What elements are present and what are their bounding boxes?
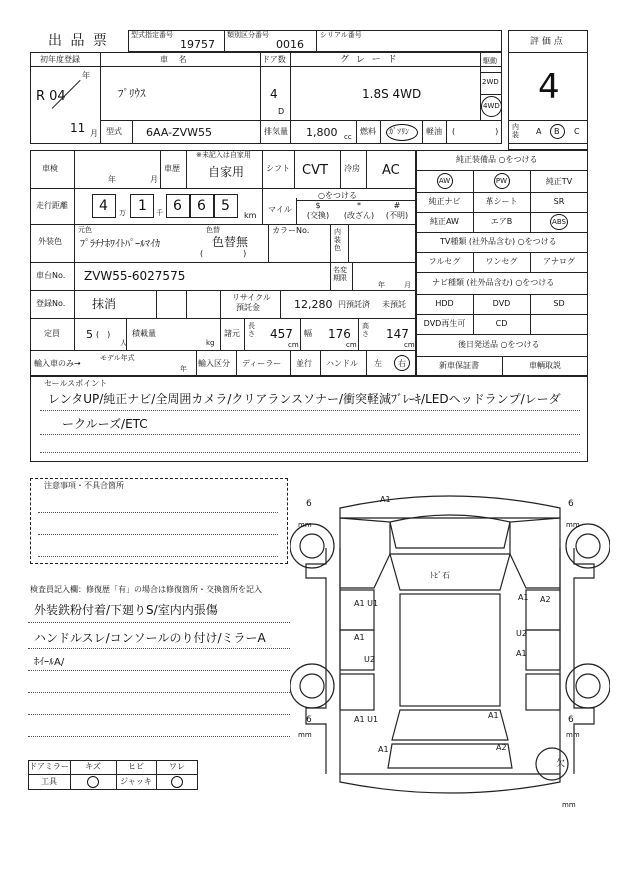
class-label: 類別区分番号 xyxy=(227,31,269,39)
first-reg-label: 初年度登録 xyxy=(40,55,80,64)
model-value: 6AA-ZVW55 xyxy=(146,126,213,139)
inspection-month: 月 xyxy=(150,175,158,184)
equip-airbag: エアB xyxy=(490,217,513,226)
specs-label: 諸元 xyxy=(224,329,240,338)
tire-tread-rl-unit: mm xyxy=(298,731,312,739)
height-value: 147 xyxy=(386,327,409,341)
mileage-opt-tamper: (改ざん) xyxy=(343,211,375,220)
rear-ship-title: 後日発送品 ○をつける xyxy=(458,340,540,349)
tv-fullseg: フルセグ xyxy=(428,257,461,266)
recycle-label-1: リサイクル xyxy=(232,293,271,302)
name-change-year: 年 xyxy=(378,281,385,289)
mark-rear-right-quarter: A1 xyxy=(488,711,499,720)
tire-tread-rr: 6 xyxy=(568,715,574,725)
recycle-unit: 円預託済 xyxy=(338,300,370,309)
class-number: 0016 xyxy=(276,38,304,51)
mark-front-bumper: A1 xyxy=(380,495,391,504)
equip-aw: AW xyxy=(438,177,451,185)
model-cert-label: 型式指定番号 xyxy=(131,31,173,39)
hood-outline xyxy=(390,515,510,548)
wheel-rear-left-icon xyxy=(290,664,334,708)
ac-value: AC xyxy=(382,163,400,178)
inspector-line-2: ハンドルスレ/コンソールのり付け/ミラーA xyxy=(34,631,266,645)
shift-label: シフト xyxy=(266,164,290,173)
sales-point-label: セールスポイント xyxy=(44,379,108,388)
tv-title: TV種類 (社外品含む) ○をつける xyxy=(440,237,557,246)
first-reg-year-unit: 年 xyxy=(82,71,90,80)
handle-right: 右 xyxy=(398,359,406,368)
import-parallel: 並行 xyxy=(296,359,312,368)
left-rear-quarter xyxy=(340,674,374,710)
mileage-man: 万 xyxy=(119,209,126,217)
spare-tire-unit: mm xyxy=(562,801,576,809)
mileage-digit-4: 6 xyxy=(197,198,206,214)
rear-bumper-outline xyxy=(340,774,560,793)
tire-tread-fl: 6 xyxy=(306,499,312,509)
tire-tread-rl: 6 xyxy=(306,715,312,725)
color-change-paren: ( ) xyxy=(200,249,247,258)
recycle-not-deposited: 未預託 xyxy=(382,300,406,309)
inspector-line-3: ﾎｲｰﾙA/ xyxy=(34,657,65,668)
mileage-digit-5: 5 xyxy=(221,198,230,214)
legend-scratch: キズ xyxy=(85,762,101,771)
equip-sunroof: SR xyxy=(553,197,565,206)
right-front-fender xyxy=(510,518,560,588)
navi-sd: SD xyxy=(553,299,565,308)
mark-rear-bumper-right: A2 xyxy=(496,743,507,752)
width-unit: cm xyxy=(346,341,357,349)
displacement-label: 排気量 xyxy=(264,127,288,136)
height-label: 高さ xyxy=(362,322,369,338)
tire-tread-fr-unit: mm xyxy=(566,521,580,529)
mark-left-sill: U2 xyxy=(364,655,375,664)
first-reg-month: 11 xyxy=(70,121,86,135)
import-only-label: 輸入車のみ→ xyxy=(34,359,81,368)
capacity-unit: 人 xyxy=(120,339,127,347)
navi-title: ナビ種類 (社外品含む) ○をつける xyxy=(432,278,555,287)
capacity-value: 5 xyxy=(86,328,93,341)
drive-label: 駆動 xyxy=(483,57,497,65)
width-label: 幅 xyxy=(304,329,312,338)
interior-label: 内装 xyxy=(512,123,519,139)
fuel-label: 燃料 xyxy=(360,127,376,136)
usage-type: 自家用 xyxy=(208,165,245,179)
navi-hdd: HDD xyxy=(435,299,454,308)
tools-present-icon xyxy=(87,776,99,788)
rear-warranty: 新車保証書 xyxy=(439,361,479,370)
name-change-month: 月 xyxy=(404,281,411,289)
equip-pw: PW xyxy=(495,177,508,185)
legend-break: ワレ xyxy=(169,762,185,771)
mileage-km: km xyxy=(244,211,257,220)
height-unit: cm xyxy=(404,341,415,349)
mileage-circle-note: ○をつける xyxy=(318,191,357,200)
mileage-digit-3: 6 xyxy=(173,198,182,214)
handle-left: 左 xyxy=(374,359,382,368)
mileage-opt-tamper-symbol: * xyxy=(357,201,361,210)
registration-label: 登録No. xyxy=(36,299,66,308)
car-name: ﾌﾟﾘｳｽ xyxy=(118,87,146,100)
legend-jack: ジャッキ xyxy=(120,777,152,786)
windshield-outline xyxy=(390,554,510,590)
inspector-label: 検査員記入欄：修復歴「有」の場合は修復箇所・交換箇所を記入 xyxy=(30,585,262,594)
capacity-label: 定員 xyxy=(44,329,60,338)
load-label: 積載量 xyxy=(132,329,156,338)
legend-tools: 工具 xyxy=(41,777,57,786)
length-label: 長さ xyxy=(248,322,255,338)
mark-front-left-door: A1 U1 xyxy=(354,599,379,608)
navi-dvd-playable: DVD再生可 xyxy=(423,319,466,328)
equip-alloy: 純正AW xyxy=(430,217,459,226)
roof-outline xyxy=(400,594,500,706)
score-value: 4 xyxy=(538,67,560,107)
light-oil-value: ( ) xyxy=(452,127,499,136)
first-reg-year: R 04 xyxy=(36,89,66,104)
interior-c: C xyxy=(574,127,580,136)
drive-2wd: 2WD xyxy=(482,78,499,86)
interior-b: B xyxy=(554,127,560,136)
mark-right-fender: A2 xyxy=(540,595,551,604)
tire-tread-fl-unit: mm xyxy=(298,521,312,529)
mileage-opt-unknown: (不明) xyxy=(385,211,409,220)
left-front-fender xyxy=(340,518,390,588)
usage-type-note: ※未記入は自家用 xyxy=(196,151,251,159)
color-change-label: 色替 xyxy=(206,226,220,234)
model-label: 型式 xyxy=(106,127,122,136)
displacement-unit: cc xyxy=(344,133,352,141)
right-rear-quarter xyxy=(526,674,560,710)
capacity-paren: ( ) xyxy=(96,330,111,339)
original-color: ﾌﾟﾗﾁﾅﾎﾜｲﾄﾊﾟｰﾙﾏｲｶ xyxy=(80,239,160,250)
doors-label: ドア数 xyxy=(262,55,286,64)
equip-navi: 純正ナビ xyxy=(428,197,461,206)
mileage-opt-exchange: (交換) xyxy=(306,211,330,220)
color-change: 色替無 xyxy=(212,235,249,249)
recycle-label-2: 預託金 xyxy=(236,303,260,312)
mark-front-right-door: A1 xyxy=(518,593,529,602)
displacement-value: 1,800 xyxy=(306,126,338,139)
door-type: D xyxy=(278,107,285,116)
left-side-outline xyxy=(306,548,326,774)
import-class-label: 輸入区分 xyxy=(198,359,230,368)
name-change-deadline-label: 名変期限 xyxy=(333,266,347,282)
recycle-amount: 12,280 xyxy=(294,298,333,311)
chassis-value: ZVW55-6027575 xyxy=(84,269,186,283)
sales-point-line-1: レンタUP/純正ナビ/全周囲カメラ/クリアランスソナー/衝突軽減ﾌﾞﾚｰｷ/LEDヘッドランプ/レーダ xyxy=(48,392,561,406)
model-year-unit: 年 xyxy=(180,365,187,373)
left-front-door xyxy=(340,590,374,630)
right-side-outline xyxy=(574,548,594,774)
tv-oneseg: ワンセグ xyxy=(485,257,518,266)
navi-cd: CD xyxy=(495,319,508,328)
light-oil-label: 軽油 xyxy=(426,127,442,136)
wheel-front-right-icon xyxy=(566,521,610,568)
equipment-title: 純正装備品 ○をつける xyxy=(456,155,538,164)
inspector-line-1: 外装鉄粉付着/下廻りS/室内内張傷 xyxy=(34,603,218,617)
rear-manual: 車輌取説 xyxy=(529,361,561,370)
grade-value: 1.8S 4WD xyxy=(362,87,422,101)
mark-rear-left-quarter: A1 U1 xyxy=(354,715,379,724)
mileage-opt-exchange-symbol: $ xyxy=(315,201,321,210)
doors-value: 4 xyxy=(270,87,278,101)
mark-rear-bumper-left: A1 xyxy=(378,745,389,754)
jack-present-icon xyxy=(171,776,183,788)
form-title: 出 品 票 xyxy=(48,33,109,49)
mark-right-sill: A1 xyxy=(516,649,527,658)
mileage-digit-2: 1 xyxy=(138,198,147,214)
ac-label: 冷房 xyxy=(344,164,360,173)
legend-door-mirror: ドアミラー xyxy=(29,762,69,771)
model-year-label: モデル年式 xyxy=(100,354,135,362)
notes-box xyxy=(30,478,288,564)
inspection-label: 車検 xyxy=(42,164,58,173)
legend-crack: ヒビ xyxy=(128,762,144,771)
car-name-label: 車 名 xyxy=(160,55,191,64)
load-unit: kg xyxy=(206,339,215,347)
inspection-year: 年 xyxy=(108,175,116,184)
usage-type-label: 車歴 xyxy=(164,164,180,173)
interior-a: A xyxy=(536,127,542,136)
mileage-opt-unknown-symbol: # xyxy=(393,201,401,210)
handle-label: ハンドル xyxy=(326,359,358,368)
equip-abs: ABS xyxy=(552,218,566,226)
interior-color-label: 内装色 xyxy=(334,228,341,252)
equip-leather: 革シート xyxy=(485,197,518,206)
tire-tread-rr-unit: mm xyxy=(566,731,580,739)
mileage-sen: 千 xyxy=(156,209,163,217)
drive-4wd: 4WD xyxy=(483,102,500,110)
wheel-rear-right-icon xyxy=(566,664,610,708)
exterior-color-label: 外装色 xyxy=(38,237,62,246)
import-dealer: ディーラー xyxy=(242,359,282,368)
notes-label: 注意事項・不具合箇所 xyxy=(44,481,124,490)
length-value: 457 xyxy=(270,327,293,341)
tire-tread-fr: 6 xyxy=(568,499,574,509)
tv-analog: アナログ xyxy=(543,257,575,266)
navi-dvd: DVD xyxy=(492,299,511,308)
shift-value: CVT xyxy=(302,163,328,178)
mark-windshield: ﾄﾋﾞ石 xyxy=(430,571,450,580)
length-unit: cm xyxy=(288,341,299,349)
registration-value: 抹消 xyxy=(92,297,117,311)
equip-tv: 純正TV xyxy=(545,177,573,186)
mark-right-rear-door: U2 xyxy=(516,629,527,638)
sales-point-line-2: ークルーズ/ETC xyxy=(62,417,148,431)
grade-label: グ レ ー ド xyxy=(340,55,399,65)
original-color-label: 元色 xyxy=(78,226,92,234)
mile-label: マイル xyxy=(268,205,292,214)
mileage-label: 走行距離 xyxy=(36,201,68,210)
serial-label: シリアル番号 xyxy=(320,31,362,39)
mark-left-rear-door: A1 xyxy=(354,633,365,642)
chassis-label: 車台No. xyxy=(36,271,66,280)
mileage-digit-1: 4 xyxy=(99,198,108,214)
right-rear-door xyxy=(526,630,560,670)
first-reg-month-unit: 月 xyxy=(90,129,98,138)
trunk-outline xyxy=(388,744,512,768)
model-cert-number: 19757 xyxy=(180,38,215,51)
fuel-value: ｶﾞｿﾘﾝ xyxy=(389,127,409,136)
mark-spare-tire: 欠 xyxy=(556,759,566,769)
width-value: 176 xyxy=(328,327,351,341)
score-label: 評 価 点 xyxy=(530,37,563,47)
color-number-label: カラーNo. xyxy=(272,226,310,235)
wheel-front-left-icon xyxy=(290,521,334,568)
